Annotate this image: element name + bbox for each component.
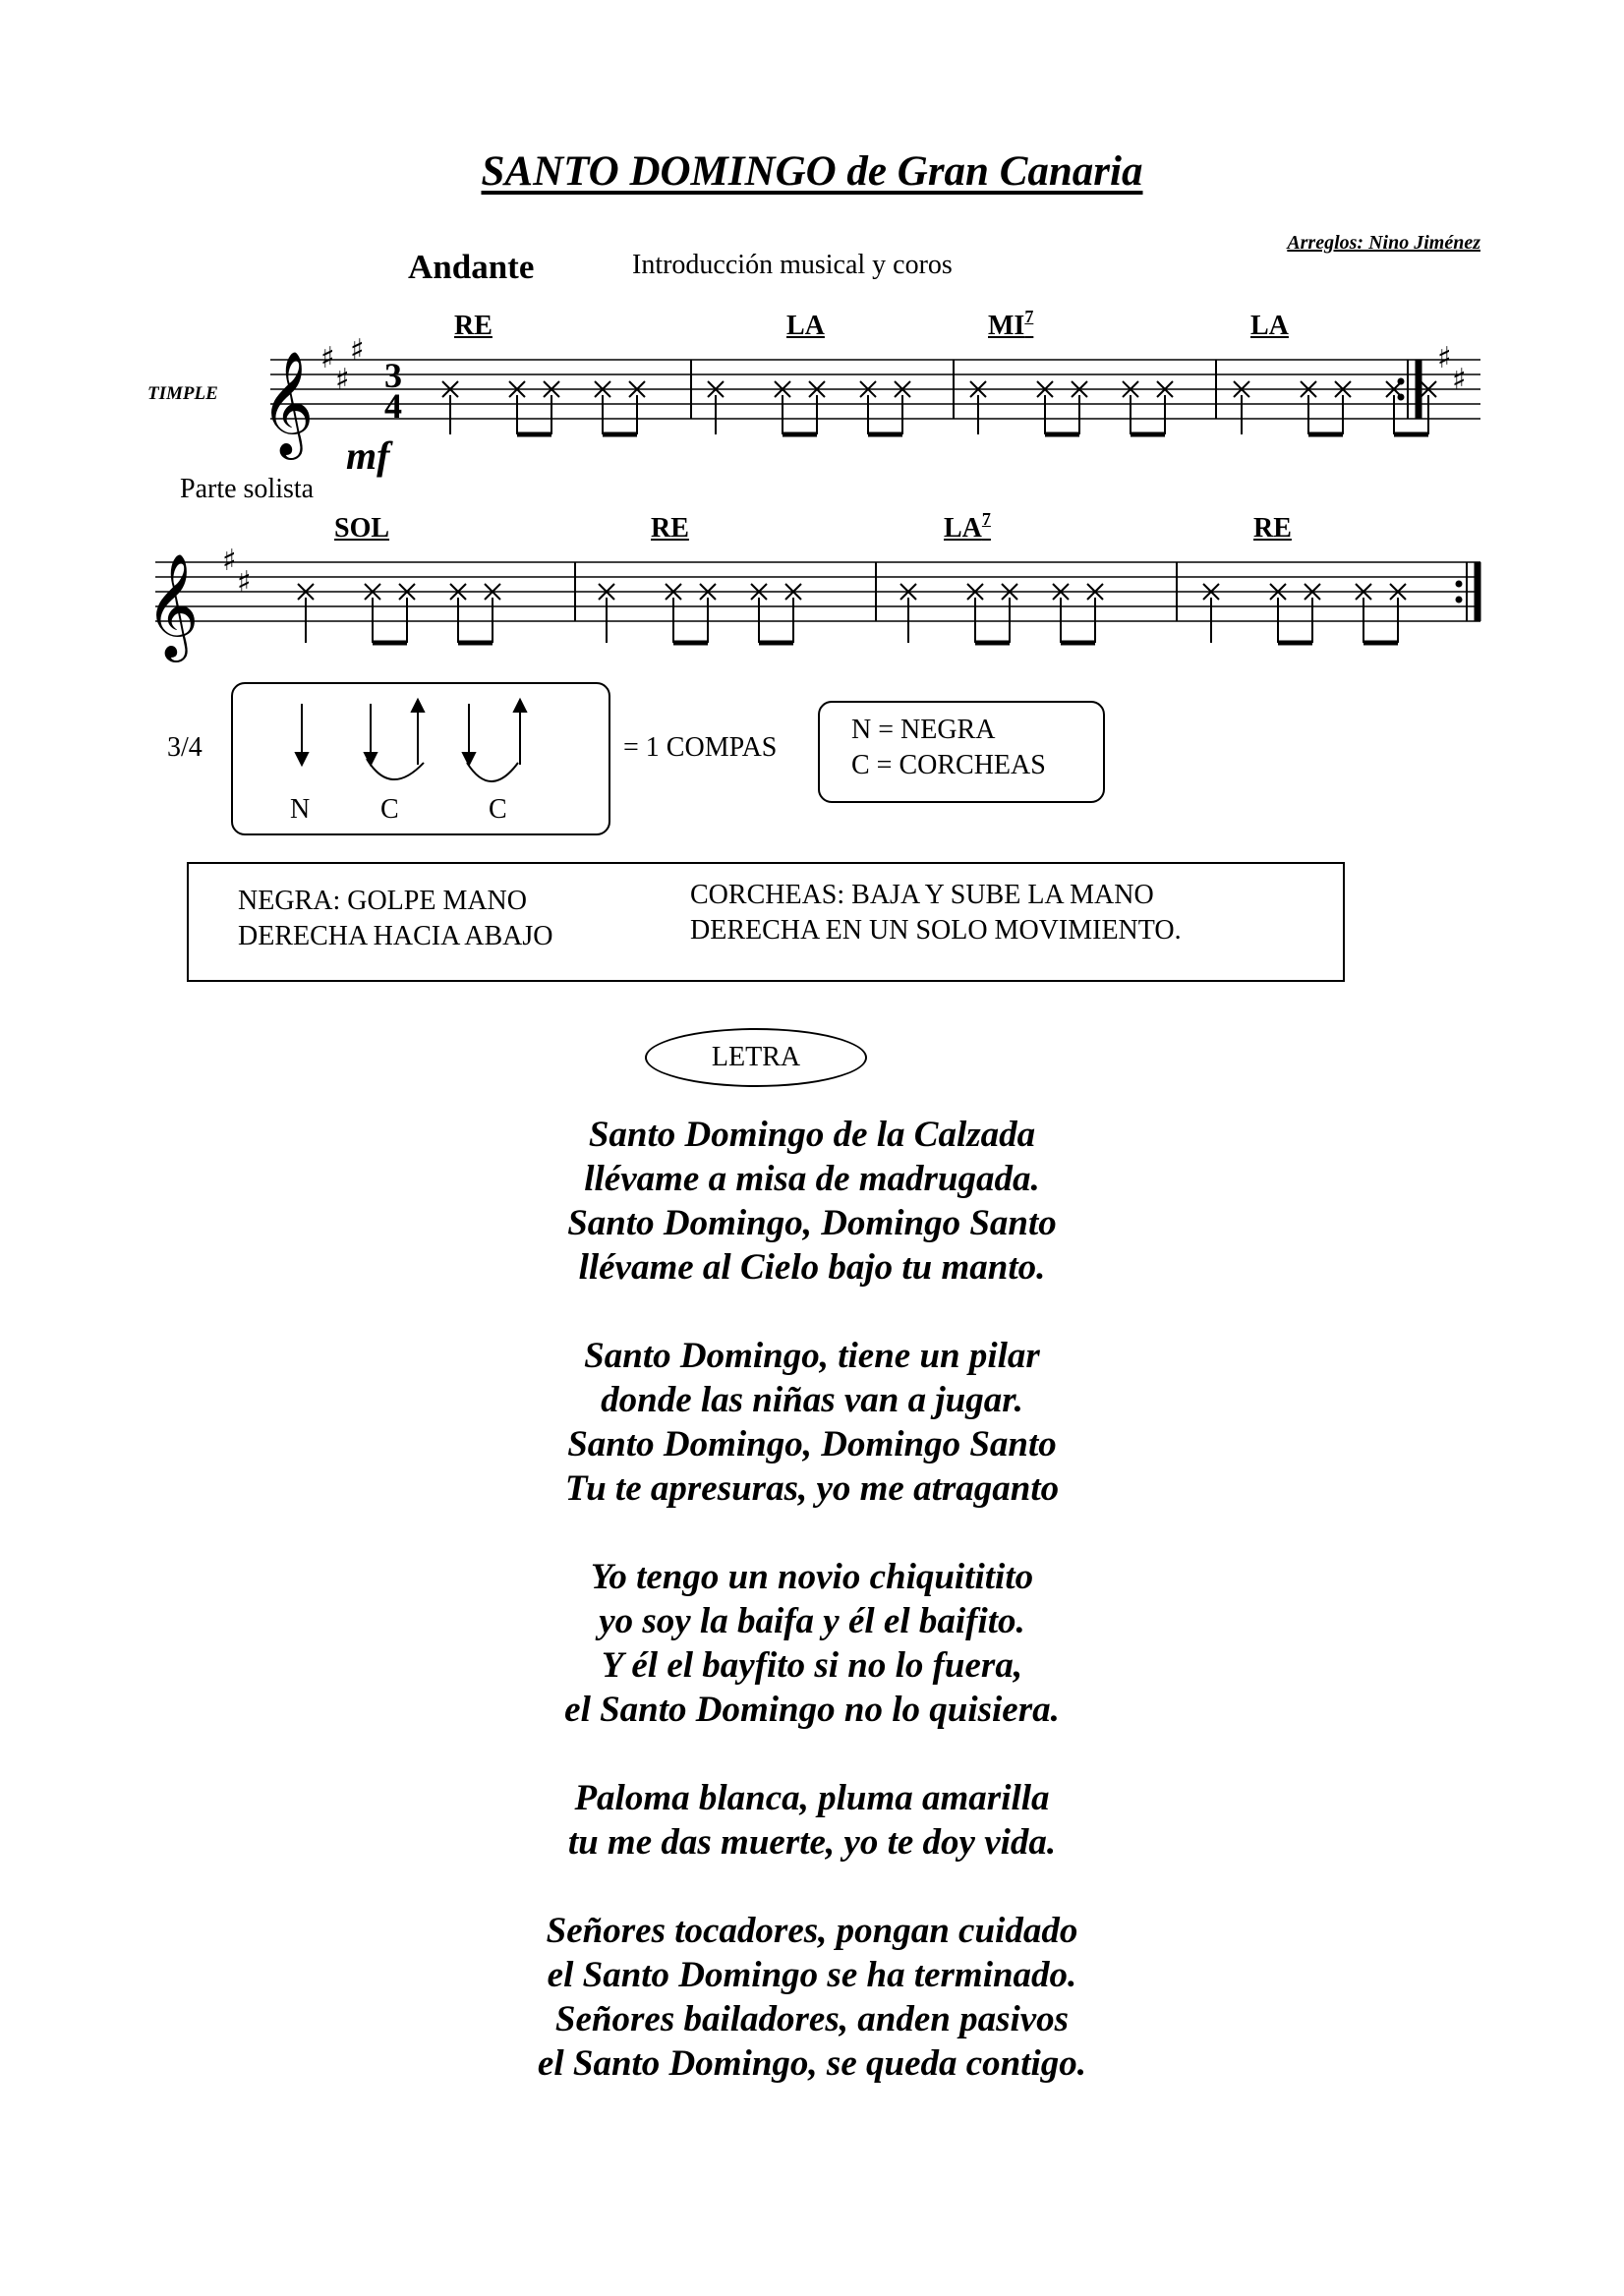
music-score bbox=[0, 0, 1624, 688]
staff-system-1 bbox=[270, 360, 1480, 419]
strum-label: C bbox=[380, 794, 399, 825]
lyric-line: llévame al Cielo bajo tu manto. bbox=[578, 1247, 1046, 1288]
tempo-marking: Andante bbox=[408, 248, 535, 286]
note-legend-box bbox=[818, 701, 1105, 803]
lyric-line: el Santo Domingo se ha terminado. bbox=[547, 1955, 1077, 1995]
lyric-line: tu me das muerte, yo te doy vida. bbox=[567, 1822, 1057, 1863]
lyric-line: Señores bailadores, anden pasivos bbox=[554, 1999, 1070, 2039]
strum-pattern-box bbox=[231, 682, 610, 835]
stanza bbox=[0, 1555, 1624, 1732]
svg-text:♯: ♯ bbox=[335, 363, 350, 397]
negra-instruction: NEGRA: GOLPE MANO DERECHA HACIA ABAJO bbox=[238, 886, 553, 951]
time-signature bbox=[384, 356, 402, 426]
page-title: SANTO DOMINGO de Gran Canaria bbox=[481, 148, 1143, 195]
instrument-label: TIMPLE bbox=[147, 383, 218, 404]
strum-label: C bbox=[489, 794, 507, 825]
chord-symbol: $MI^7$ bbox=[988, 307, 1034, 341]
lyric-line: Señores tocadores, pongan cuidado bbox=[546, 1911, 1078, 1951]
treble-clef-icon: 𝄞 bbox=[261, 350, 315, 455]
lyric-line: Santo Domingo, tiene un pilar bbox=[584, 1336, 1040, 1376]
lyric-line: Santo Domingo, Domingo Santo bbox=[567, 1203, 1057, 1243]
dynamic-marking: mf bbox=[346, 433, 390, 478]
solo-label: Parte solista bbox=[180, 474, 315, 504]
stanza bbox=[0, 1776, 1624, 1865]
svg-text:♯: ♯ bbox=[1452, 363, 1467, 397]
lyric-line: llévame a misa de madrugada. bbox=[584, 1159, 1040, 1199]
stanza bbox=[0, 1334, 1624, 1511]
legend-negra: N = NEGRA bbox=[851, 715, 996, 745]
key-signature-icon bbox=[222, 333, 1467, 600]
intro-label: Introducción musical y coros bbox=[632, 250, 953, 280]
strum-label: N bbox=[290, 794, 311, 825]
svg-text:♯: ♯ bbox=[320, 341, 335, 375]
instructions-box bbox=[187, 862, 1345, 982]
corcheas-instruction: CORCHEAS: BAJA Y SUBE LA MANO DERECHA EN UN SOLO MOVIMIENTO. bbox=[690, 880, 1182, 946]
lyric-line: Tu te apresuras, yo me atraganto bbox=[564, 1468, 1060, 1509]
legend-corcheas: C = CORCHEAS bbox=[851, 750, 1046, 780]
chord-symbol: LA bbox=[786, 311, 825, 341]
svg-text:♯: ♯ bbox=[1437, 341, 1452, 375]
lyric-line: Y él el bayfito si no lo fuera, bbox=[601, 1645, 1023, 1686]
chord-symbol: RE bbox=[651, 513, 689, 544]
svg-text:♯: ♯ bbox=[222, 544, 237, 578]
lyric-line: Yo tengo un novio chiquititito bbox=[590, 1557, 1034, 1597]
lyric-line: donde las niñas van a jugar. bbox=[601, 1380, 1023, 1420]
stanza bbox=[0, 1909, 1624, 2086]
svg-text:3: 3 bbox=[384, 356, 402, 395]
svg-text:4: 4 bbox=[384, 386, 402, 426]
meter-label: 3/4 bbox=[167, 732, 203, 763]
rhythm-notes-system-2 bbox=[298, 584, 1406, 643]
stanza bbox=[0, 1113, 1624, 1290]
lyric-line: el Santo Domingo no lo quisiera. bbox=[564, 1690, 1060, 1730]
svg-text:♯: ♯ bbox=[237, 565, 252, 600]
chord-symbol: RE bbox=[1253, 513, 1292, 544]
chord-symbol: SOL bbox=[334, 513, 390, 544]
svg-text:♯: ♯ bbox=[350, 333, 365, 368]
compas-label: = 1 COMPAS bbox=[623, 732, 778, 763]
lyric-line: el Santo Domingo, se queda contigo. bbox=[537, 2043, 1087, 2084]
treble-clef-icon: 𝄞 bbox=[145, 552, 200, 658]
lyric-line: Santo Domingo de la Calzada bbox=[588, 1115, 1036, 1155]
chord-symbol: LA bbox=[1250, 311, 1289, 341]
lyrics-body bbox=[0, 1113, 1624, 2130]
chord-symbol: RE bbox=[454, 311, 493, 341]
staff-system-2 bbox=[155, 562, 1480, 621]
lyric-line: yo soy la baifa y él el baifito. bbox=[599, 1601, 1025, 1641]
lyric-line: Santo Domingo, Domingo Santo bbox=[567, 1424, 1057, 1464]
lyrics-heading: LETRA bbox=[645, 1028, 867, 1087]
arranger-credit: Arreglos: Nino Jiménez bbox=[1287, 232, 1480, 254]
chord-symbol: $LA^7$ bbox=[944, 509, 991, 544]
lyric-line: Paloma blanca, pluma amarilla bbox=[574, 1778, 1050, 1818]
